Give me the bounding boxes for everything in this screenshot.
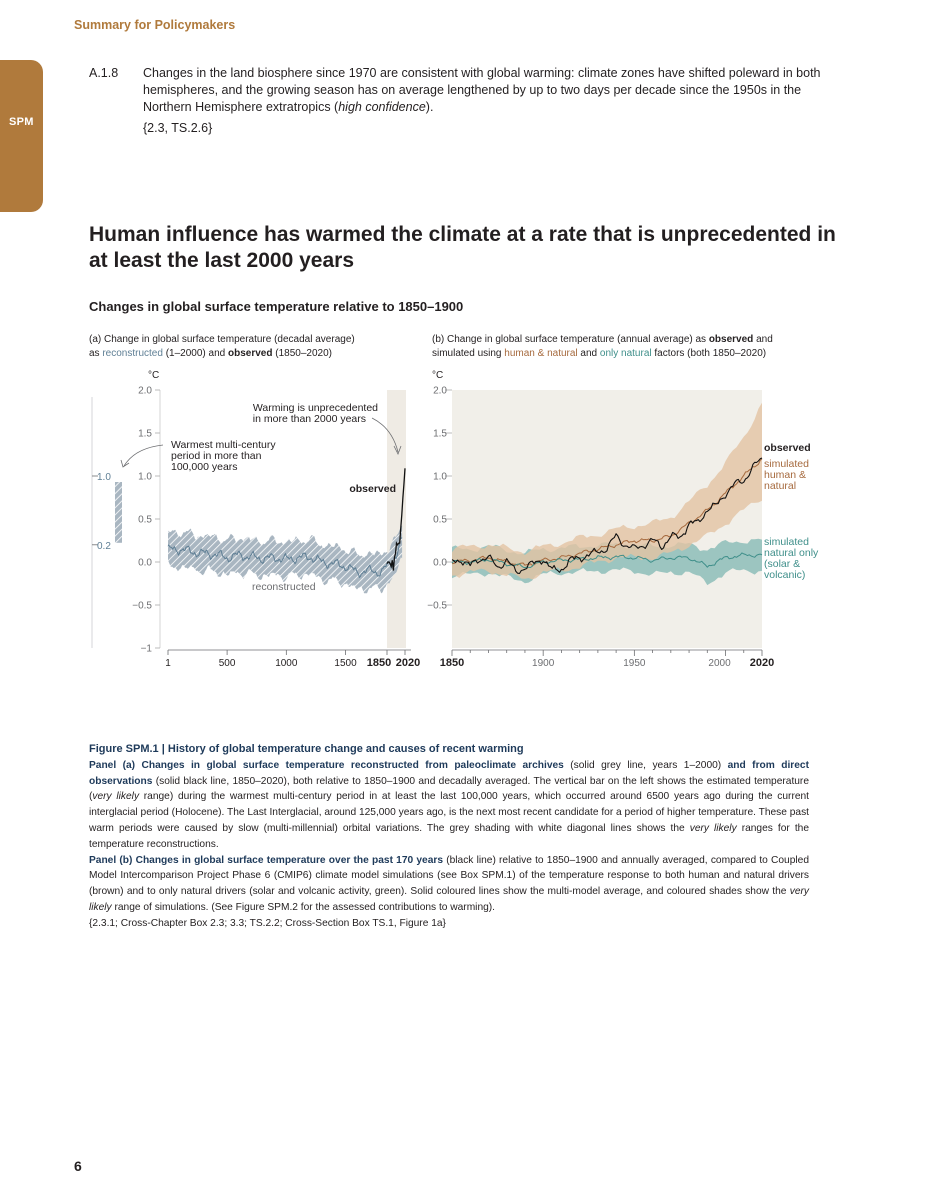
y-tick-label-b: 1.0 [433,471,447,483]
y-tick-label-b: −0.5 [427,600,447,612]
caption-b-italic1: very likely [89,886,809,913]
legend-human-natural: natural [764,480,797,492]
figure-caption [89,742,809,932]
x-tick-label-a: 2020 [395,657,421,669]
x-tick-label-a: 1000 [275,658,298,669]
panel-b-line1-post: and [753,334,773,345]
annotation-unprecedented-1: Warming is unprecedented [252,402,378,414]
y-unit-b: °C [432,370,444,381]
caption-reference: {2.3.1; Cross-Chapter Box 2.3; 3.3; TS.2.2; Cross-Section Box TS.1, Figure 1a} [89,917,446,929]
annotation-warmest-3: 100,000 years [171,461,238,473]
caption-panel-a [89,758,809,853]
chart-panel-b [427,370,819,669]
caption-a-text2: (solid black line, 1850–2020), both relative to 1850–1900 and decadally averaged. The vertical bar on the left shows the estimated temperature ( [89,775,809,803]
paragraph-text-before: Changes in the land biosphere since 1970 are consistent with global warming: climate zones have shifted poleward in both hemispheres, and the growing season has on average lengthened by up to two days per decade since the 1950s in the Northern Hemisphere extratropics ( [143,66,821,114]
y-tick-label-a: 1.0 [138,471,152,483]
panel-b-line2-post: factors (both 1850–2020) [651,348,767,359]
paragraph-text-italic: high confidence [338,100,426,114]
page-number: 6 [74,1158,82,1174]
spm-tab-label: SPM [9,116,34,128]
warm-period-bar [115,482,122,543]
paragraph-number: A.1.8 [89,66,119,80]
legend-observed: observed [764,442,811,454]
page-headline: Human influence has warmed the climate at a rate that is unprecedented in at least the last 2000 years [89,223,836,272]
caption-a-text1: (solid grey line, years 1–2000) [563,759,728,771]
y-tick-label-a: 0.5 [138,514,152,526]
y-tick-label-b: 0.0 [433,557,447,569]
caption-a-text3: range) during the warmest multi-century period in at least the last 100,000 years, which occurred around 6500 years ago during the current interglacial period (Holocene). The Last Interglacial, around 125,000 years ago, is the next most recent candidate for a period of higher temperature. These past warm periods were caused by slow (multi-millennial) orbital variations. The grey shading with white diagonal lines shows the [89,791,809,834]
x-tick-label-a: 1850 [366,657,392,669]
caption-b-text1: (black line) relative to 1850–1900 and annually averaged, compared to Coupled Model Intercomparison Project Phase 6 (CMIP6) climate model simulations (see Box SPM.1) of the temperature response to both human and natural drivers (brown) and to only natural drivers (solar and volcanic activity, green). Solid coloured lines show the multi-model average, and coloured shades show the [89,854,809,898]
x-tick-label-b: 2000 [708,658,731,669]
annotation-observed-a: observed [349,483,396,495]
caption-b-bold1: Panel (b) Changes in global surface temperature over the past 170 years [89,854,443,866]
x-tick-label-b: 1900 [532,658,555,669]
paragraph-text-after: ). [425,100,434,114]
y-tick-label-b: 0.5 [433,514,447,526]
panel-b-line2-mid: and [577,348,600,359]
y-tick-label-a: 0.0 [138,557,152,569]
annotation-warmest-1: Warmest multi-century [171,439,276,451]
panel-b-line2-pre: simulated using [432,348,505,359]
panel-a-pre: as [89,348,103,359]
legend-human-natural: simulated [764,458,809,470]
figure-title: Changes in global surface temperature relative to 1850–1900 [89,299,464,314]
y-tick-label-a: 2.0 [138,385,152,397]
annotation-unprecedented-2: in more than 2000 years [252,413,366,425]
legend-natural-only: (solar & [764,558,801,570]
paragraph-reference: {2.3, TS.2.6} [143,121,213,135]
x-tick-label-a: 1 [165,658,171,669]
y-tick-label-b: 2.0 [433,385,447,397]
warm-bar-label-low: 0.2 [97,540,111,552]
chart-panel-a [92,370,420,669]
y-tick-label-a: 1.5 [138,428,152,440]
x-tick-label-b: 1850 [439,657,465,669]
panel-b-observed: observed [708,334,754,345]
caption-b-text2: range of simulations. (See Figure SPM.2 for the assessed contributions to warming). [111,901,495,913]
caption-a-bold2: and from direct observations [89,759,809,787]
caption-a-italic1: very likely [92,791,140,803]
x-tick-label-a: 500 [218,658,236,669]
caption-a-text4: ranges for the temperature reconstructions. [89,822,809,850]
y-tick-label-a: −1 [140,643,152,655]
panel-a-caption-line1: (a) Change in global surface temperature (decadal average) [89,334,355,345]
annotation-arrow-warmest [124,445,163,466]
panel-a-post: (1850–2020) [272,348,332,359]
legend-natural-only: simulated [764,536,809,548]
panel-b-human-natural: human & natural [504,348,578,359]
panel-a-reconstructed: reconstructed [102,348,163,359]
recent-period-shade [387,390,406,648]
legend-natural-only: natural only [764,547,819,559]
caption-a-italic2: very likely [689,822,737,834]
panel-b-line1-pre: (b) Change in global surface temperature (annual average) as [432,334,709,345]
warm-bar-label-high: 1.0 [97,472,111,483]
caption-panel-b [89,853,809,916]
y-tick-label-b: 1.5 [433,428,447,440]
panel-a-mid: (1–2000) and [162,348,228,359]
y-unit-a: °C [148,370,160,381]
caption-a-bold1: Panel (a) Changes in global surface temperature reconstructed from paleoclimate archives [89,759,564,771]
x-tick-label-b: 2020 [749,657,775,669]
panel-a-observed: observed [228,348,273,359]
y-tick-label-a: −0.5 [132,600,152,612]
legend-natural-only: volcanic) [764,569,806,581]
legend-human-natural: human & [764,469,807,481]
x-tick-label-b: 1950 [623,658,646,669]
running-head: Summary for Policymakers [74,18,236,32]
x-tick-label-a: 1500 [334,658,357,669]
caption-title: Figure SPM.1 | History of global temperature change and causes of recent warming [89,743,524,755]
panel-b-only-natural: only natural [599,348,652,359]
annotation-reconstructed: reconstructed [252,581,316,593]
annotation-warmest-2: period in more than [171,450,262,462]
